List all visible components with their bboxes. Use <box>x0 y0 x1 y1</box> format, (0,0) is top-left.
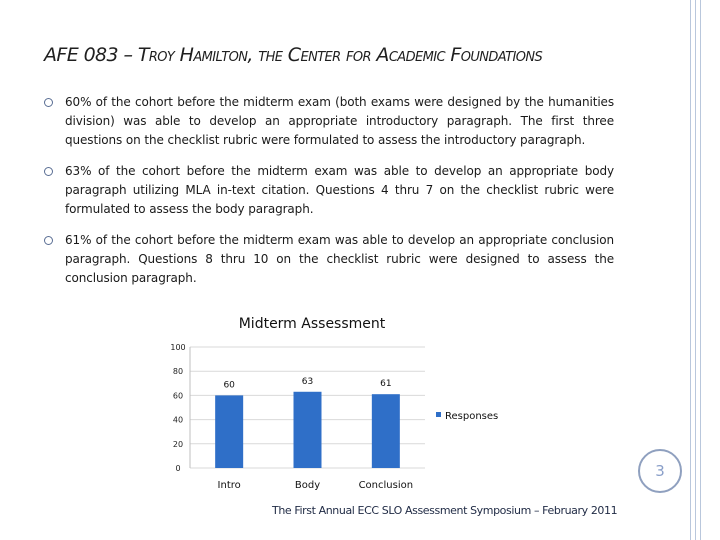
footer-text: The First Annual ECC SLO Assessment Symposium – February 2011 <box>272 504 618 517</box>
x-tick-label: Body <box>294 480 321 491</box>
bullet-text: 63% of the cohort before the midterm exam was able to develop an appropriate body paragraph utilizing MLA in-text citation. Questions 4 thru 7 on the checklist rubric were formulated to assess the body paragraph. <box>65 164 614 216</box>
x-tick-label: Conclusion <box>358 480 414 491</box>
y-tick-label: 20 <box>172 439 184 449</box>
chart-title: Midterm Assessment <box>238 316 386 332</box>
y-tick-label: 60 <box>172 391 184 401</box>
bullet-text: 61% of the cohort before the midterm exam was able to develop an appropriate conclusion paragraph. Questions 8 thru 10 on the checklist rubric were designed to assess the conclusion paragraph. <box>65 233 614 285</box>
page-number-badge <box>638 449 682 493</box>
legend-swatch <box>436 412 441 417</box>
y-tick-label: 40 <box>172 415 184 425</box>
slide-title: AFE 083 – Troy Hamilton, the Center for Academic Foundations <box>44 44 543 66</box>
bar <box>294 392 322 468</box>
legend-label: Responses <box>445 411 499 422</box>
y-tick-label: 80 <box>172 367 184 377</box>
data-label: 63 <box>301 376 314 387</box>
page-number: 3 <box>655 462 665 480</box>
data-label: 60 <box>223 380 235 391</box>
data-label: 61 <box>380 379 392 390</box>
bar <box>372 394 400 468</box>
bar <box>215 395 243 468</box>
x-tick-label: Intro <box>217 480 241 491</box>
bullet-text: 60% of the cohort before the midterm exam (both exams were designed by the humanities division) was able to develop an appropriate introductory paragraph. The first three questions on the checklist rubric were formulated to assess the introductory paragraph. <box>65 95 614 147</box>
y-tick-label: 100 <box>170 343 186 352</box>
y-tick-label: 0 <box>175 464 181 473</box>
